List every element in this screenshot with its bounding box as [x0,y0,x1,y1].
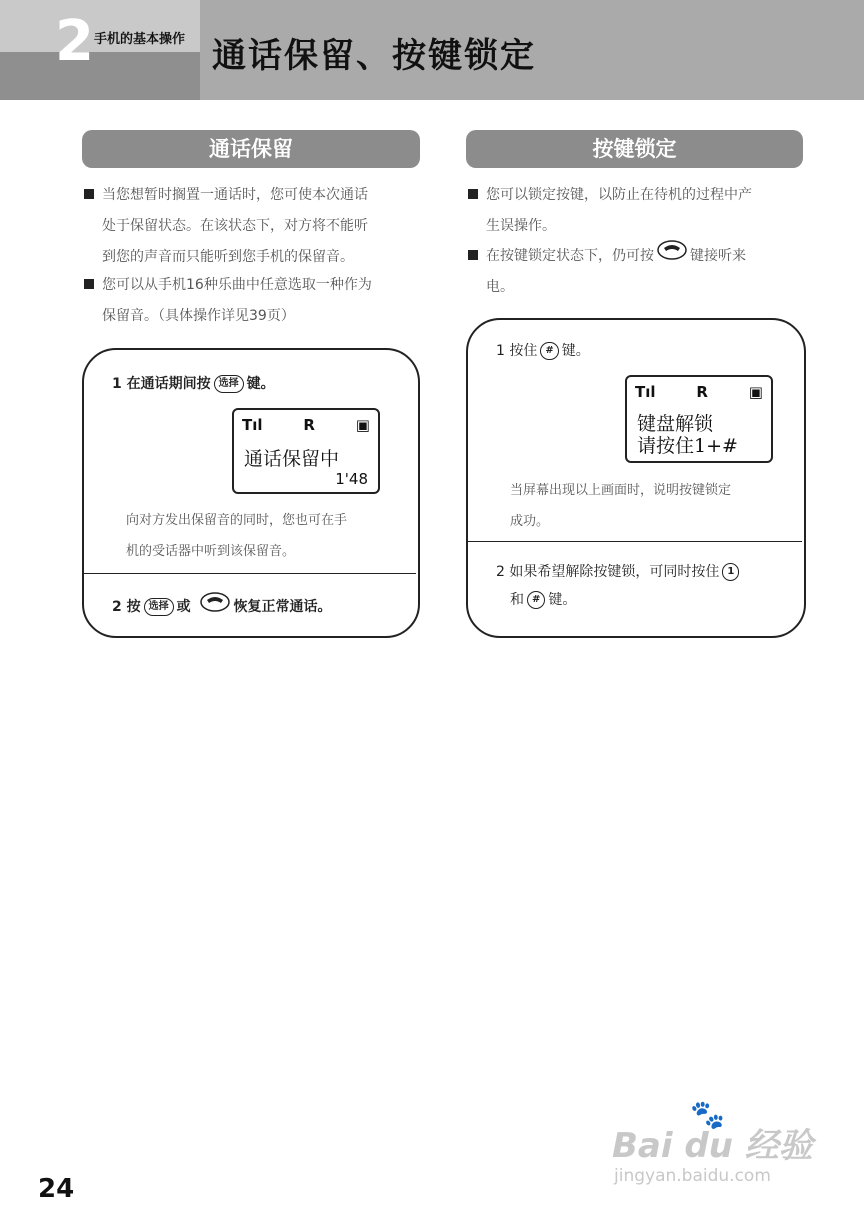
step-text: 1 在通话期间按 [112,376,211,392]
chapter-box [0,0,200,100]
key-lock-step-2 [496,558,796,614]
left-bullet-1 [84,180,424,273]
watermark-brand: Bai du 经验 [612,1126,813,1166]
roaming-icon: R [303,416,315,434]
watermark-url: jingyan.baidu.com [614,1166,771,1186]
watermark [612,1096,822,1196]
chapter-number: 2 [55,9,94,74]
key-1-icon: 1 [722,563,739,581]
bullet-square-icon [84,189,94,199]
chapter-label: 手机的基本操作 [94,32,186,47]
right-bullet-2-line-2: 电。 [486,279,514,295]
step-text: 恢复正常通话。 [233,599,332,615]
key-lock-step-1 [496,337,590,365]
box-divider [467,541,802,542]
section-heading-key-lock: 按键锁定 [466,130,803,168]
signal-icon: Tıl [635,383,656,401]
box-divider [83,573,416,574]
page-header [0,0,864,100]
call-hold-step-2 [112,592,332,622]
left-bullet-1-line-3: 到您的声音而只能听到您手机的保留音。 [102,249,354,265]
step-text: 1 按住 [496,343,538,359]
right-bullet-1-line-1: 您可以锁定按键，以防止在待机的过程中产 [486,187,752,203]
right-bullet-2-text: 在按键锁定状态下，仍可按 [486,248,654,264]
left-bullet-2 [84,270,424,332]
phone-screen-key-lock [625,375,773,463]
status-icons [242,416,370,438]
right-bullet-1-line-2: 生误操作。 [486,218,556,234]
step-text: 2 如果希望解除按键锁，可同时按住 [496,564,720,580]
hash-key-icon: # [527,591,545,609]
left-bullet-1-line-1: 当您想暂时搁置一通话时，您可使本次通话 [102,187,368,203]
step-text: 2 按 [112,599,141,615]
phone-screen-call-hold [232,408,380,494]
step-text: 和 [510,592,524,608]
left-bullet-1-line-2: 处于保留状态。在该状态下，对方将不能听 [102,218,368,234]
left-bullet-2-line-2: 保留音。（具体操作详见39页） [102,308,295,324]
step-text: 键。 [561,343,590,359]
left-bullet-2-line-1: 您可以从手机16种乐曲中任意选取一种作为 [102,277,372,293]
paw-icon: 🐾 [690,1098,725,1131]
call-hold-description [126,505,410,567]
step-text: 键。 [548,592,577,608]
call-hold-step-1 [112,370,275,398]
right-bullet-1 [468,180,808,242]
screen-line-2: 请按住1+# [637,435,738,457]
call-timer: 1'48 [335,470,368,488]
desc-line-1: 向对方发出保留音的同时，您也可在手 [126,513,348,528]
page-number: 24 [38,1174,75,1204]
section-heading-call-hold: 通话保留 [82,130,420,168]
bullet-square-icon [84,279,94,289]
step-text: 或 [176,599,191,615]
screen-line-1: 通话保留中 [244,448,340,470]
select-key-icon: 选择 [214,375,244,393]
select-key-icon: 选择 [144,598,174,616]
signal-icon: Tıl [242,416,263,434]
desc-line-2: 机的受话器中听到该保留音。 [126,544,296,559]
desc-line-1: 当屏幕出现以上画面时，说明按键锁定 [510,483,732,498]
battery-icon: ▣ [748,383,763,401]
call-icon [657,240,687,272]
screen-line-1: 键盘解锁 [637,413,714,435]
status-icons [635,383,763,405]
bullet-square-icon [468,250,478,260]
bullet-square-icon [468,189,478,199]
battery-icon: ▣ [355,416,370,434]
page-title: 通话保留、按键锁定 [212,36,536,76]
right-bullet-2 [468,240,808,303]
right-bullet-2-text: 键接听来 [690,248,746,264]
step-text: 键。 [246,376,275,392]
desc-line-2: 成功。 [510,514,550,529]
hash-key-icon: # [540,342,558,360]
roaming-icon: R [696,383,708,401]
key-lock-description [510,475,800,537]
call-icon [200,592,230,622]
